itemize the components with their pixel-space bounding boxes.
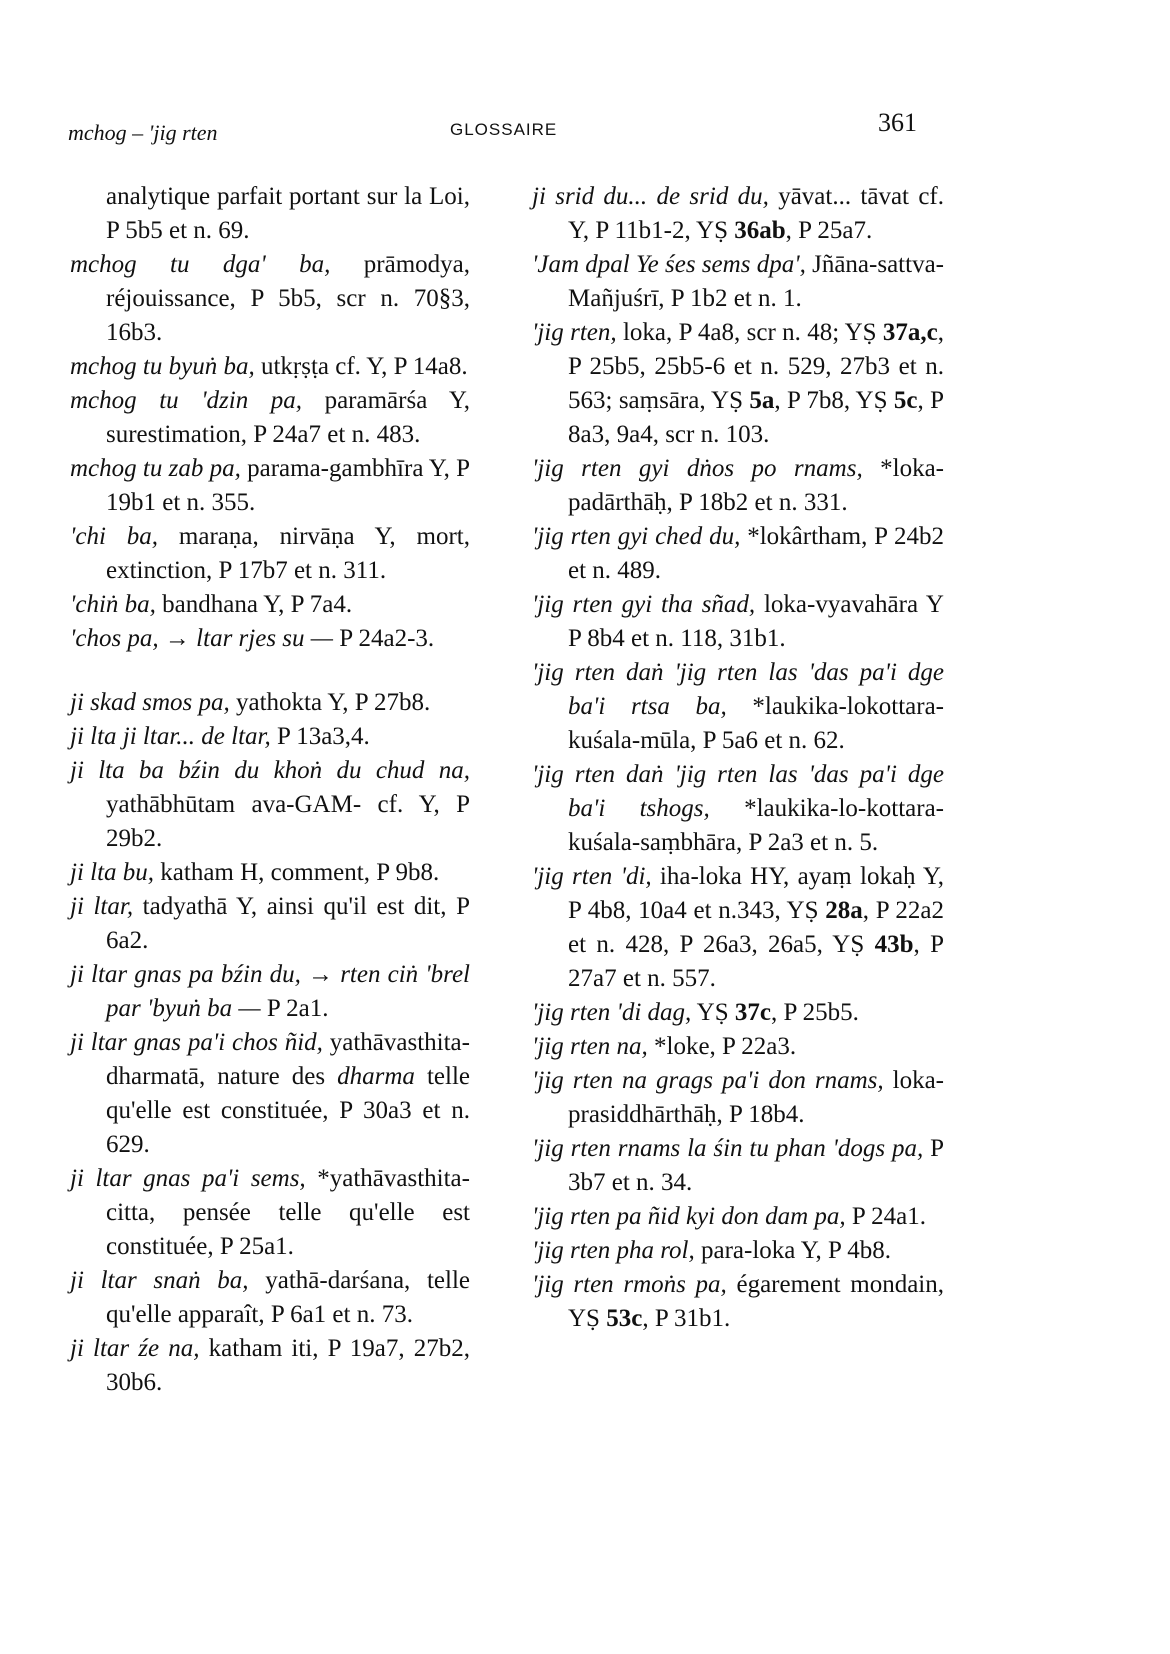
entry-definition: yathābhūtam ava-GAM- cf. Y, P 29b2. bbox=[106, 791, 470, 852]
entry-reference-bold: 28a bbox=[825, 897, 863, 924]
entry-definition: yathāvasthita-dharmatā, nature des bbox=[106, 1029, 470, 1090]
entry-definition: *loka-padārthāḥ, P 18b2 et n. 331. bbox=[568, 455, 944, 516]
glossary-entry bbox=[70, 720, 470, 754]
glossary-entry bbox=[70, 1332, 470, 1400]
glossary-entry bbox=[70, 452, 470, 520]
entry-term: ji lta ji ltar... de ltar, bbox=[70, 723, 271, 750]
glossary-entry bbox=[532, 1234, 944, 1268]
entry-term: ji srid du... de srid du, bbox=[532, 183, 769, 210]
glossary-entry bbox=[70, 248, 470, 350]
glossary-entry bbox=[70, 588, 470, 622]
glossary-entry bbox=[70, 180, 470, 248]
glossary-entry bbox=[532, 1064, 944, 1132]
entry-definition: *laukika-lokottara-kuśala-mūla, P 5a6 et n. 62. bbox=[568, 693, 944, 754]
glossary-entry bbox=[70, 520, 470, 588]
entry-term: ji lta bu, bbox=[70, 859, 155, 886]
glossary-entry bbox=[532, 316, 944, 452]
glossary-entry bbox=[532, 248, 944, 316]
entry-term: 'jig rten rnams la śin tu phan 'dogs pa, bbox=[532, 1135, 924, 1162]
entry-definition: P 3b7 et n. 34. bbox=[568, 1135, 944, 1196]
glossary-entry bbox=[70, 754, 470, 856]
entry-definition: égarement mondain, YṢ bbox=[568, 1271, 944, 1332]
entry-definition: bandhana Y, P 7a4. bbox=[155, 591, 353, 618]
entry-definition: katham iti, P 19a7, 27b2, 30b6. bbox=[106, 1335, 470, 1396]
entry-definition: , P 25b5, 25b5-6 et n. 529, 27b3 et n. 563; saṃsāra, YṢ bbox=[568, 319, 944, 414]
glossary-entry bbox=[70, 890, 470, 958]
glossary-entry bbox=[70, 384, 470, 452]
entry-definition: P 24a1. bbox=[845, 1203, 926, 1230]
glossary-entry bbox=[532, 1030, 944, 1064]
entry-definition: loka-vyavahāra Y P 8b4 et n. 118, 31b1. bbox=[568, 591, 944, 652]
entry-definition: telle qu'elle est constituée, P 30a3 et n. 629. bbox=[106, 1063, 470, 1158]
glossary-entry bbox=[70, 1026, 470, 1162]
entry-definition: P 2a1. bbox=[260, 995, 329, 1022]
glossary-entry bbox=[70, 622, 470, 656]
glossary-entry bbox=[532, 996, 944, 1030]
entry-term: mchog tu dga' ba, bbox=[70, 251, 331, 278]
entry-term: 'jig rten gyi tha sñad, bbox=[532, 591, 756, 618]
entry-definition: loka, P 4a8, scr n. 48; YṢ bbox=[616, 319, 883, 346]
entry-term: 'chos pa, → ltar rjes su — bbox=[70, 625, 334, 652]
entry-term: ji ltar snaṅ ba, bbox=[70, 1267, 249, 1294]
entry-term: 'jig rten daṅ 'jig rten las 'das pa'i dge ba'i rtsa ba, bbox=[532, 659, 944, 720]
entry-term: ji ltar gnas pa'i chos ñid, bbox=[70, 1029, 323, 1056]
glossary-entry bbox=[70, 1162, 470, 1264]
entry-term: 'jig rten na, bbox=[532, 1033, 648, 1060]
entry-reference-bold: 5a bbox=[749, 387, 775, 414]
glossary-entry bbox=[532, 1268, 944, 1336]
entry-term: ji ltar, bbox=[70, 893, 134, 920]
entry-definition: prāmodya, réjouissance, P 5b5, scr n. 70§3, 16b3. bbox=[106, 251, 470, 346]
running-head-left: mchog – 'jig rten bbox=[68, 120, 218, 145]
entry-definition: , P 27a7 et n. 557. bbox=[568, 931, 944, 992]
glossary-entry bbox=[532, 1132, 944, 1200]
entry-definition: P 13a3,4. bbox=[270, 723, 370, 750]
entry-definition: loka-prasiddhārthāḥ, P 18b4. bbox=[568, 1067, 944, 1128]
glossary-entry bbox=[70, 958, 470, 1026]
entry-definition: katham H, comment, P 9b8. bbox=[154, 859, 440, 886]
glossary-entry bbox=[70, 350, 470, 384]
entry-term: 'jig rten na grags pa'i don rnams, bbox=[532, 1067, 884, 1094]
right-column bbox=[532, 180, 944, 1336]
entry-term: ji skad smos pa, bbox=[70, 689, 230, 716]
entry-reference-bold: 37a,c bbox=[882, 319, 938, 346]
glossary-entry bbox=[532, 860, 944, 996]
section-gap bbox=[70, 656, 470, 686]
entry-definition: Jñāna-sattva-Mañjuśrī, P 1b2 et n. 1. bbox=[568, 251, 944, 312]
page-number: 361 bbox=[878, 108, 917, 137]
entry-definition: para-loka Y, P 4b8. bbox=[694, 1237, 892, 1264]
glossary-entry bbox=[532, 520, 944, 588]
glossary-entry bbox=[70, 686, 470, 720]
entry-definition: *laukika-lo-kottara-kuśala-saṃbhāra, P 2a3 et n. 5. bbox=[568, 795, 944, 856]
entry-term: ji ltar gnas pa bźin du, → rten ciṅ 'brel par 'byuṅ ba — bbox=[70, 961, 470, 1022]
glossary-entry bbox=[70, 1264, 470, 1332]
entry-definition: utkṛṣṭa cf. Y, P 14a8. bbox=[254, 353, 468, 380]
entry-definition: P 24a2-3. bbox=[333, 625, 435, 652]
entry-definition: *lokârtham, P 24b2 et n. 489. bbox=[568, 523, 944, 584]
entry-definition: , P 22a2 et n. 428, P 26a3, 26a5, YṢ bbox=[568, 897, 944, 958]
glossary-entry bbox=[532, 1200, 944, 1234]
glossary-entry bbox=[532, 452, 944, 520]
entry-definition: tadyathā Y, ainsi qu'il est dit, P 6a2. bbox=[106, 893, 470, 954]
entry-term: 'jig rten rmoṅs pa, bbox=[532, 1271, 727, 1298]
entry-definition: yathā-darśana, telle qu'elle apparaît, P 6a1 et n. 73. bbox=[106, 1267, 470, 1328]
entry-definition: yāvat... tāvat cf. Y, P 11b1-2, YṢ bbox=[568, 183, 944, 244]
entry-definition: paramārśa Y, surestimation, P 24a7 et n. 483. bbox=[106, 387, 470, 448]
entry-definition: , P 25a7. bbox=[785, 217, 873, 244]
entry-definition: , P 25b5. bbox=[770, 999, 859, 1026]
entry-term: 'jig rten, bbox=[532, 319, 617, 346]
entry-term: ji lta ba bźin du khoṅ du chud na, bbox=[70, 757, 470, 784]
entry-term: 'jig rten gyi ched du, bbox=[532, 523, 741, 550]
entry-term: 'jig rten 'di dag, bbox=[532, 999, 692, 1026]
entry-reference-bold: 53c bbox=[606, 1305, 643, 1332]
entry-term: ji ltar źe na, bbox=[70, 1335, 200, 1362]
entry-term: mchog tu byuṅ ba, bbox=[70, 353, 255, 380]
entry-reference-bold: 43b bbox=[874, 931, 914, 958]
entry-reference-bold: 36ab bbox=[734, 217, 786, 244]
entry-term: ji ltar gnas pa'i sems, bbox=[70, 1165, 306, 1192]
entry-term: 'jig rten 'di, bbox=[532, 863, 652, 890]
glossary-entry bbox=[532, 758, 944, 860]
entry-definition: *loke, P 22a3. bbox=[647, 1033, 797, 1060]
entry-term: mchog tu 'dzin pa, bbox=[70, 387, 303, 414]
glossary-entry bbox=[532, 588, 944, 656]
entry-term: 'chi ba, bbox=[70, 523, 159, 550]
entry-definition: parama-gambhīra Y, P 19b1 et n. 355. bbox=[106, 455, 470, 516]
glossary-entry bbox=[532, 180, 944, 248]
running-head-title: GLOSSAIRE bbox=[450, 120, 558, 139]
entry-term: mchog tu zab pa, bbox=[70, 455, 241, 482]
glossary-entry bbox=[70, 856, 470, 890]
entry-definition: , P 8a3, 9a4, scr n. 103. bbox=[568, 387, 944, 448]
entry-definition-italic: dharma bbox=[337, 1063, 415, 1090]
entry-definition: maraṇa, nirvāṇa Y, mort, extinction, P 17b7 et n. 311. bbox=[106, 523, 470, 584]
entry-term: 'jig rten pha rol, bbox=[532, 1237, 695, 1264]
entry-definition: , P 31b1. bbox=[642, 1305, 731, 1332]
entry-term: 'jig rten pa ñid kyi don dam pa, bbox=[532, 1203, 846, 1230]
entry-definition: *yathāvasthita-citta, pensée telle qu'elle est constituée, P 25a1. bbox=[106, 1165, 470, 1260]
entry-definition: , P 7b8, YṢ bbox=[774, 387, 894, 414]
entry-term: 'jig rten gyi dṅos po rnams, bbox=[532, 455, 863, 482]
entry-term: 'Jam dpal Ye śes sems dpa', bbox=[532, 251, 806, 278]
entry-term: 'chiṅ ba, bbox=[70, 591, 156, 618]
entry-term: 'jig rten daṅ 'jig rten las 'das pa'i dge ba'i tshogs, bbox=[532, 761, 944, 822]
entry-reference-bold: 37c bbox=[734, 999, 771, 1026]
entry-reference-bold: 5c bbox=[893, 387, 918, 414]
entry-definition: YṢ bbox=[691, 999, 735, 1026]
left-column bbox=[70, 180, 470, 1400]
glossary-entry bbox=[532, 656, 944, 758]
entry-continuation: analytique parfait portant sur la Loi, P 5b5 et n. 69. bbox=[106, 183, 470, 244]
entry-definition: iha-loka HY, ayaṃ lokaḥ Y, P 4b8, 10a4 et n.343, YṢ bbox=[568, 863, 944, 924]
entry-definition: yathokta Y, P 27b8. bbox=[229, 689, 431, 716]
